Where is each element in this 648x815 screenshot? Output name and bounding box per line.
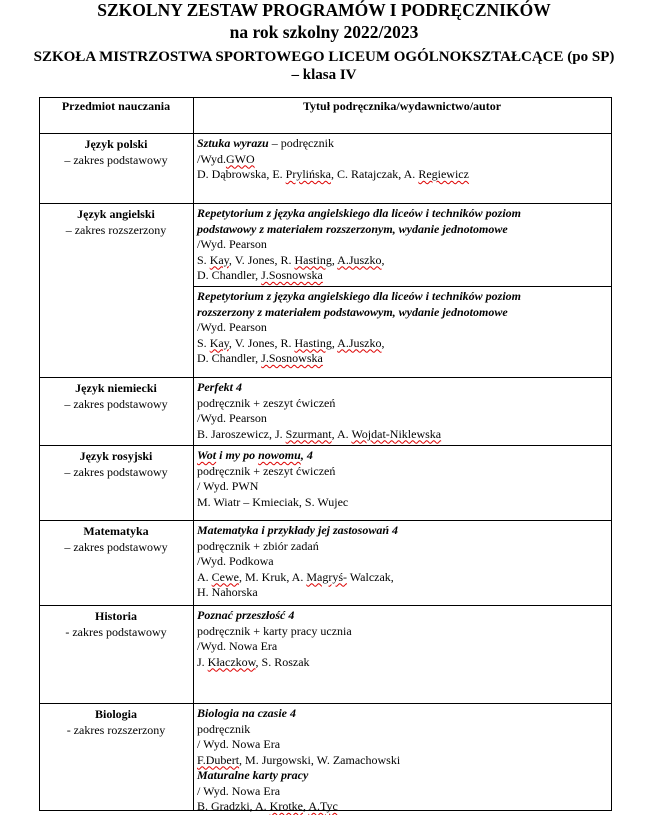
- textbook-line: [197, 396, 611, 412]
- column-header-textbook: Tytuł podręcznika/wydawnictwo/autor: [302, 99, 502, 113]
- textbook-title: Maturalne karty pracy: [197, 768, 309, 782]
- textbook-line: [197, 289, 611, 305]
- text-run: podręcznik: [197, 721, 251, 736]
- textbook-line: [197, 222, 611, 238]
- text-run: / Wyd. Nowa Era: [197, 783, 281, 798]
- textbook-line: [197, 523, 611, 539]
- textbook-line: [197, 336, 611, 352]
- textbook-line: [197, 305, 611, 321]
- textbook-title: Repetytorium z języka angielskiego dla liceów i techników poziom: [197, 206, 521, 220]
- row-divider: [39, 703, 612, 704]
- text-run: /Wyd. Nowa Era: [197, 639, 278, 653]
- textbook-title: podstawowy z materiałem rozszerzonym, wydanie jednotomowe: [197, 221, 508, 236]
- text-run: – podręcznik: [268, 136, 335, 150]
- text-run: D. Chandler, J.Sosnowska: [197, 351, 323, 365]
- subject-cell: [40, 448, 192, 480]
- textbook-line: [197, 464, 611, 480]
- textbook-line: [197, 380, 611, 396]
- textbook-line: [197, 136, 611, 152]
- textbook-line: [197, 799, 611, 815]
- row-divider: [39, 445, 612, 446]
- textbook-line: [197, 206, 611, 222]
- subject-cell: [40, 206, 192, 238]
- textbook-line: [197, 539, 611, 555]
- textbook-entry: [197, 289, 611, 367]
- textbook-line: [197, 554, 611, 570]
- text-run: F.Dubert, M. Jurgowski, W. Zamachowski: [197, 752, 401, 767]
- textbook-line: [197, 268, 611, 284]
- textbook-title: Poznać przeszłość 4: [197, 608, 295, 622]
- subject-name: Historia: [95, 609, 137, 623]
- text-run: B. Gradzki, A. Krotke, A.Tyc: [197, 799, 338, 813]
- textbook-line: [197, 768, 611, 784]
- text-run: H. Nahorska: [197, 585, 258, 599]
- class-level: – klasa IV: [291, 67, 357, 83]
- textbook-entry: [197, 523, 611, 601]
- subject-name: Język polski: [84, 137, 148, 151]
- subject-name: Język rosyjski: [79, 449, 153, 463]
- textbook-line: [197, 624, 611, 640]
- column-header-subject: Przedmiot nauczania: [61, 99, 171, 113]
- textbook-entry: [197, 608, 611, 670]
- book-divider: [193, 286, 612, 287]
- text-run: /Wyd.GWO: [197, 151, 255, 166]
- textbook-entry: [197, 136, 611, 183]
- text-run: /Wyd. Pearson: [197, 237, 267, 251]
- textbook-line: [197, 253, 611, 269]
- text-run: D. Chandler, J.Sosnowska: [197, 268, 323, 282]
- text-run: S. Kay, V. Jones, R. Hasting, A.Juszko,: [197, 335, 385, 350]
- textbook-title: Sztuka wyrazu: [197, 136, 269, 150]
- textbook-title: rozszerzony z materiałem podstawowym, wydanie jednotomowe: [197, 304, 508, 319]
- text-run: podręcznik + karty pracy ucznia: [197, 623, 352, 638]
- row-divider: [39, 133, 612, 134]
- subject-name: Język niemiecki: [75, 381, 157, 395]
- text-run: /Wyd. Pearson: [197, 320, 267, 334]
- row-divider: [39, 520, 612, 521]
- textbook-line: [197, 320, 611, 336]
- subject-scope: – zakres podstawowy: [64, 540, 168, 554]
- textbook-line: [197, 427, 611, 443]
- textbook-line: [197, 655, 611, 671]
- subject-name: Matematyka: [83, 524, 149, 538]
- textbook-entry: [197, 448, 611, 510]
- textbook-line: [197, 608, 611, 624]
- text-run: B. Jaroszewicz, J. Szurmant, A. Wojdat-Niklewska: [197, 426, 442, 441]
- textbook-line: [197, 737, 611, 753]
- table-border-top: [39, 97, 612, 98]
- textbook-line: [197, 784, 611, 800]
- textbook-entry: [197, 706, 611, 815]
- subject-cell: [40, 706, 192, 738]
- subject-name: Biologia: [94, 707, 137, 721]
- subject-scope: - zakres rozszerzony: [66, 723, 166, 737]
- subject-name: Język angielski: [77, 207, 155, 221]
- text-run: D. Dąbrowska, E. Prylińska, C. Ratajczak, A. Regiewicz: [197, 167, 469, 181]
- textbook-line: [197, 639, 611, 655]
- textbook-line: [197, 448, 611, 464]
- textbook-title: Matematyka i przykłady jej zastosowań 4: [197, 523, 398, 537]
- subject-scope: - zakres podstawowy: [65, 625, 167, 639]
- subject-scope: – zakres podstawowy: [64, 465, 168, 479]
- text-run: / Wyd. Nowa Era: [197, 737, 281, 751]
- textbook-line: [197, 237, 611, 253]
- textbook-line: [197, 706, 611, 722]
- text-run: /Wyd. Podkowa: [197, 554, 274, 568]
- row-divider: [39, 605, 612, 606]
- textbook-title: Perfekt 4: [197, 380, 242, 394]
- textbook-line: [197, 722, 611, 738]
- text-run: /Wyd. Pearson: [197, 411, 267, 425]
- textbook-title: Biologia na czasie 4: [197, 706, 297, 720]
- text-run: S. Kay, V. Jones, R. Hasting, A.Juszko,: [197, 252, 385, 267]
- text-run: M. Wiatr – Kmieciak, S. Wujec: [197, 494, 349, 509]
- textbook-entry: [197, 380, 611, 442]
- textbook-title: Wot i my po nowomu, 4: [197, 448, 313, 462]
- textbook-line: [197, 351, 611, 367]
- text-run: / Wyd. PWN: [197, 479, 259, 493]
- document-title: SZKOLNY ZESTAW PROGRAMÓW I PODRĘCZNIKÓW: [97, 0, 551, 20]
- textbook-line: [197, 411, 611, 427]
- subject-scope: – zakres podstawowy: [64, 153, 168, 167]
- textbook-line: [197, 585, 611, 601]
- text-run: podręcznik + zeszyt ćwiczeń: [197, 463, 336, 478]
- textbook-line: [197, 753, 611, 769]
- textbook-title: Repetytorium z języka angielskiego dla liceów i techników poziom: [197, 289, 521, 303]
- school-year: na rok szkolny 2022/2023: [229, 22, 419, 42]
- subject-cell: [40, 136, 192, 168]
- textbook-line: [197, 479, 611, 495]
- text-run: podręcznik + zeszyt ćwiczeń: [197, 395, 336, 410]
- school-name: SZKOŁA MISTRZOSTWA SPORTOWEGO LICEUM OGÓLNOKSZTAŁCĄCE (po SP): [33, 49, 615, 65]
- row-divider: [39, 377, 612, 378]
- textbook-line: [197, 152, 611, 168]
- subject-scope: – zakres rozszerzony: [65, 223, 167, 237]
- subject-cell: [40, 380, 192, 412]
- subject-scope: – zakres podstawowy: [64, 397, 168, 411]
- subject-cell: [40, 523, 192, 555]
- subject-cell: [40, 608, 192, 640]
- row-divider: [39, 203, 612, 204]
- text-run: J. Kłaczkow, S. Roszak: [197, 654, 310, 669]
- textbook-entry: [197, 206, 611, 284]
- textbook-line: [197, 167, 611, 183]
- text-run: A. Cewe, M. Kruk, A. Magryś- Walczak,: [197, 569, 394, 584]
- textbook-line: [197, 495, 611, 511]
- textbook-line: [197, 570, 611, 586]
- text-run: podręcznik + zbiór zadań: [197, 538, 319, 553]
